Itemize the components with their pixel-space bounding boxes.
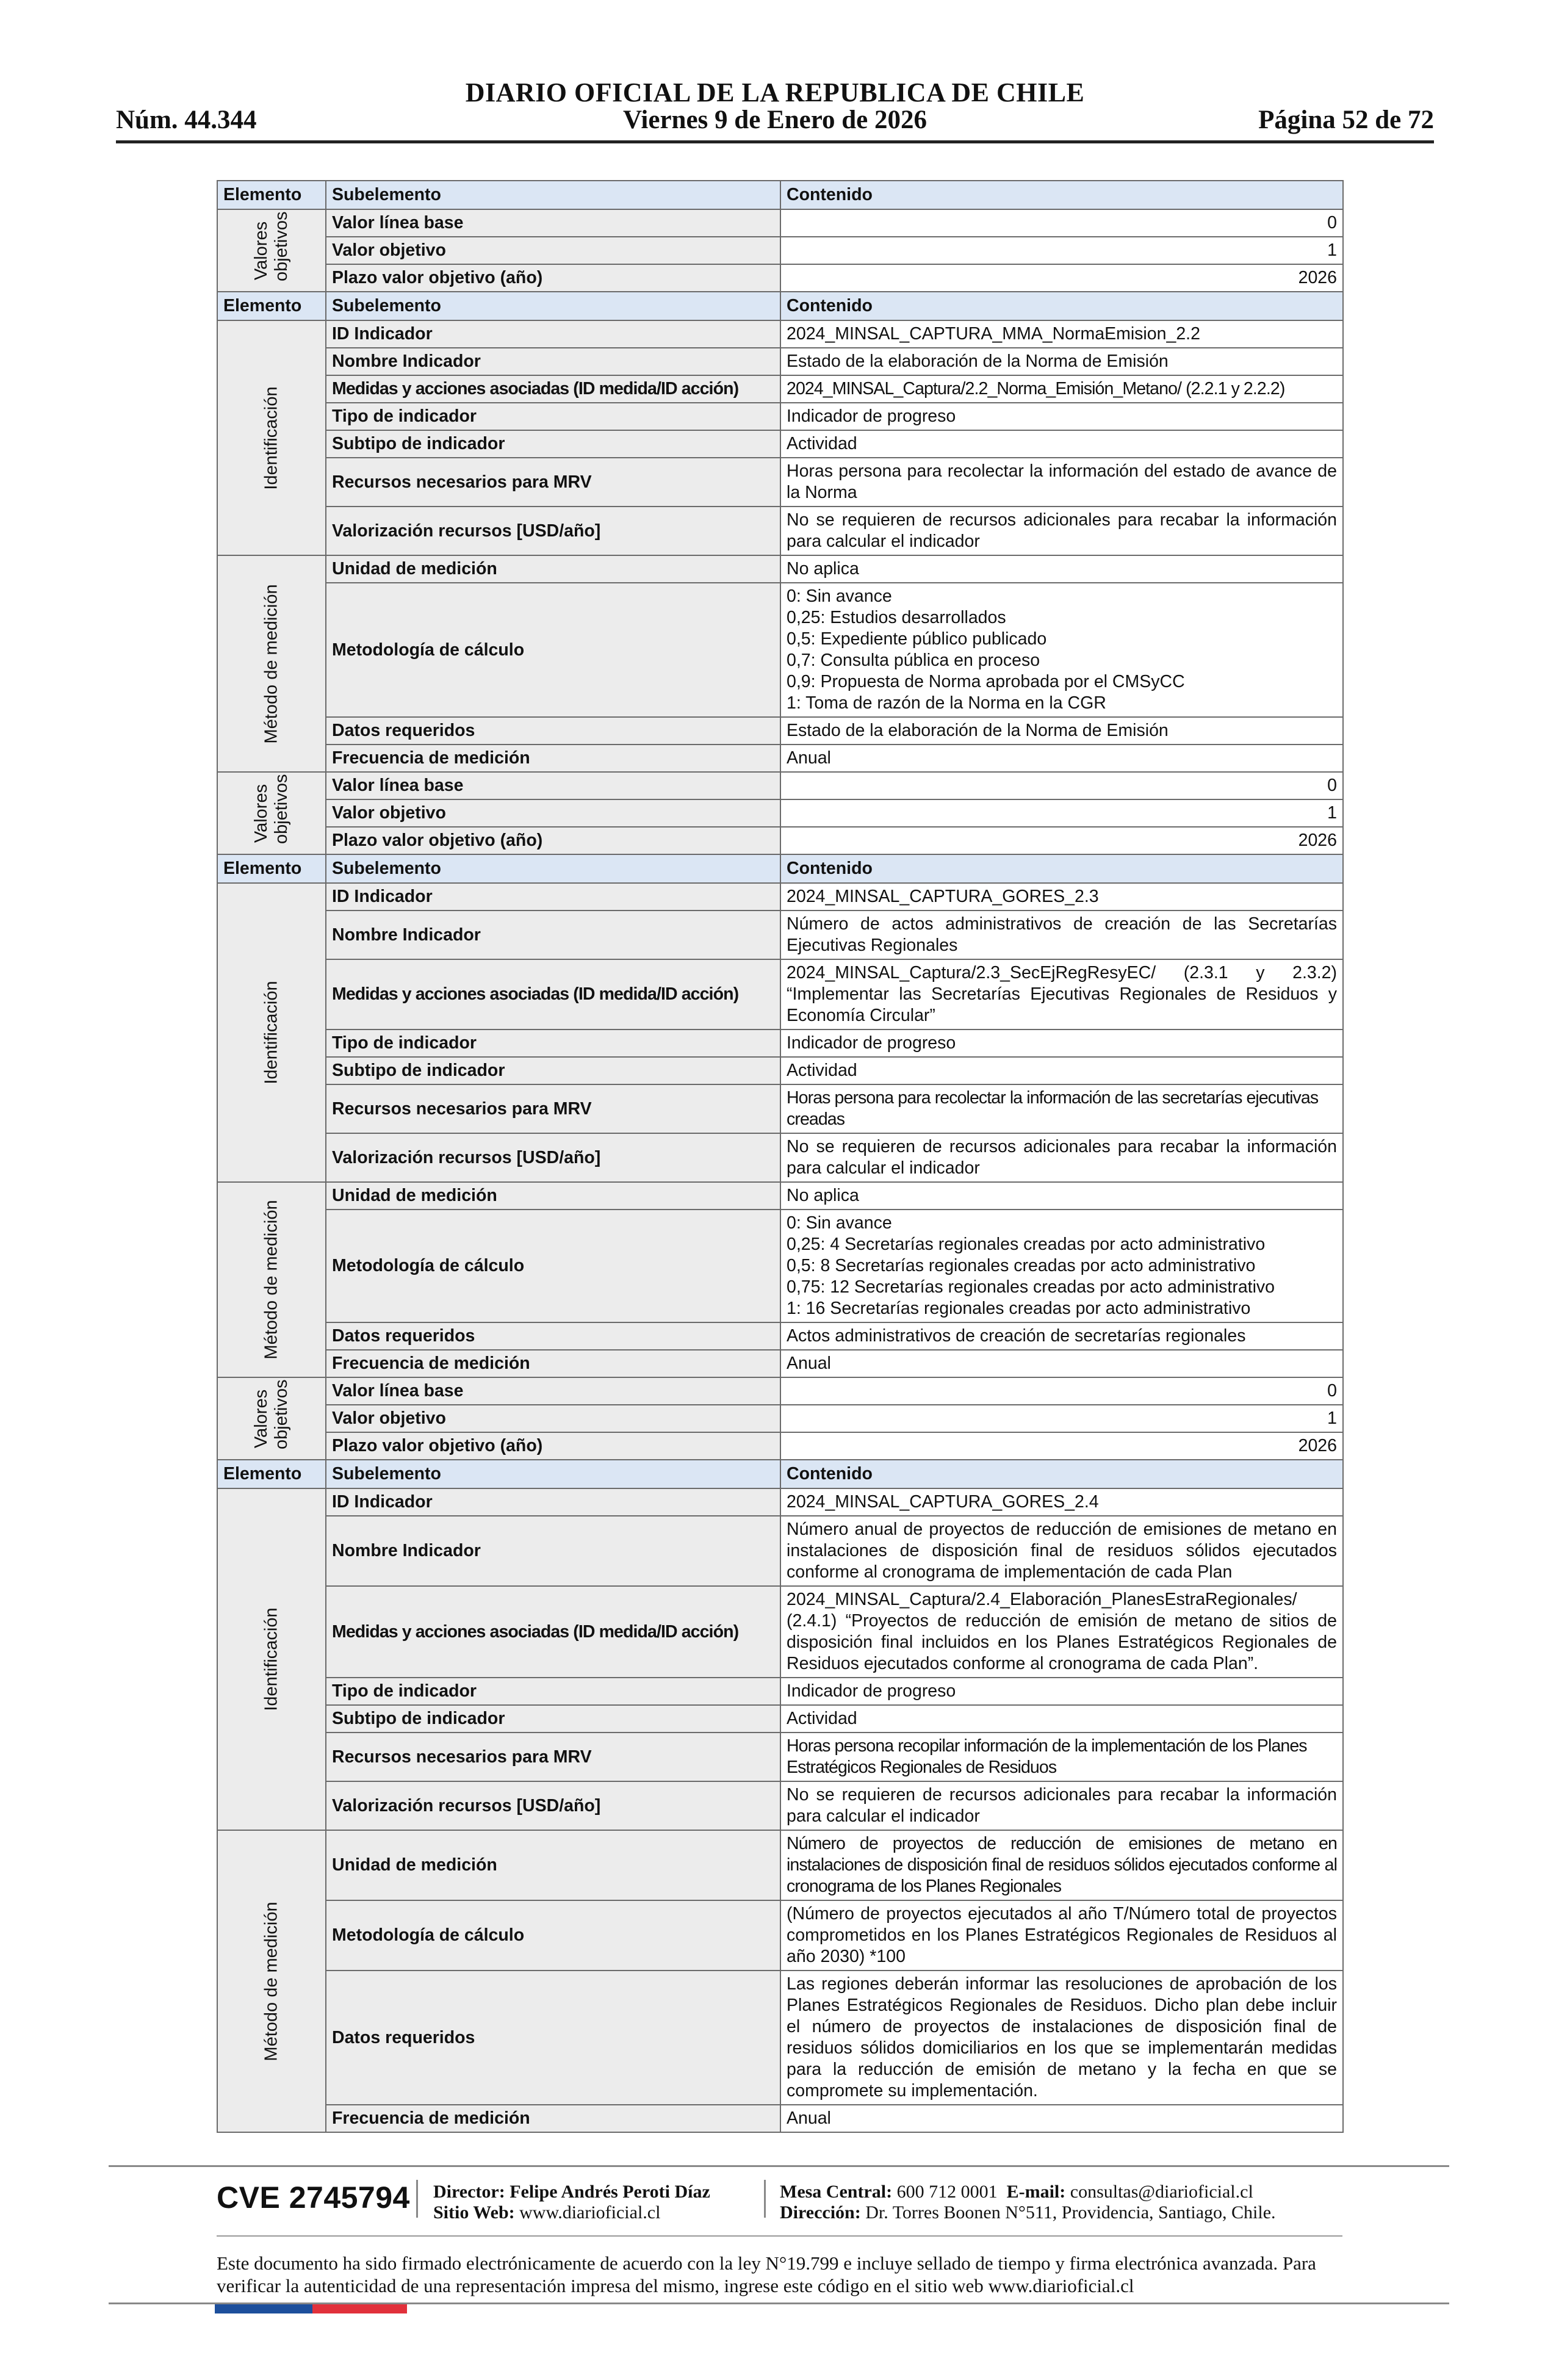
- footer-divider: [109, 2165, 1449, 2167]
- indicators-table: [217, 180, 1344, 2133]
- row-value: No aplica: [780, 1182, 1343, 1210]
- section-metodo-medicion: Método de medición: [217, 1830, 326, 2132]
- row-label: Plazo valor objetivo (año): [326, 827, 780, 854]
- table-row: [217, 1030, 1343, 1057]
- table-row: [217, 1900, 1343, 1971]
- row-value: Las regiones deberán informar las resoluciones de aprobación de los Planes Estratégicos Regionales de Residuos. Dicho plan debe incluir el número de proyectos de instalaciones de disposición final de residuos sólidos domiciliarios en los que se implementarán medidas para la reducción de emisión de metano y la fecha en que se compromete su implementación.: [780, 1971, 1343, 2105]
- methodology-item: 1: Toma de razón de la Norma en la CGR: [787, 693, 1106, 713]
- row-value: No se requieren de recursos adicionales para recabar la información para calcular el indicador: [780, 1781, 1343, 1830]
- row-label: Valor objetivo: [326, 799, 780, 827]
- section-valores-objetivos: Valores objetivos: [217, 209, 326, 292]
- table-row: [217, 2105, 1343, 2132]
- row-value: 0: [780, 1377, 1343, 1405]
- director-line: [433, 2182, 710, 2202]
- methodology-item: 0,7: Consulta pública en proceso: [787, 651, 1040, 670]
- page-header: [116, 73, 1434, 148]
- table-row: [217, 375, 1343, 403]
- row-label: Datos requeridos: [326, 1322, 780, 1350]
- table-row: [217, 1182, 1343, 1210]
- methodology-item: 1: 16 Secretarías regionales creadas por acto administrativo: [787, 1299, 1251, 1318]
- table-row: [217, 1405, 1343, 1432]
- methodology-item: 0: Sin avance: [787, 586, 892, 606]
- website-line: [433, 2202, 710, 2223]
- footer-director-block: [433, 2182, 710, 2223]
- row-label: Nombre Indicador: [326, 1516, 780, 1586]
- footer-contact-block: [780, 2182, 1276, 2223]
- table-row: [217, 583, 1343, 717]
- row-value: 1: [780, 799, 1343, 827]
- row-label: Frecuencia de medición: [326, 1350, 780, 1377]
- row-label: Valorización recursos [USD/año]: [326, 507, 780, 555]
- row-value: 2024_MINSAL_Captura/2.3_SecEjRegResyEC/ (2.3.1 y 2.3.2) “Implementar las Secretarías Ejecutivas Regionales de Residuos y Economía Circular”: [780, 959, 1343, 1030]
- email-label: E-mail:: [1006, 2182, 1066, 2202]
- methodology-item: 0,25: 4 Secretarías regionales creadas por acto administrativo: [787, 1235, 1266, 1254]
- row-value: Estado de la elaboración de la Norma de Emisión: [780, 717, 1343, 745]
- mesa-phone: 600 712 0001: [896, 2182, 998, 2202]
- header-subelemento: Subelemento: [326, 1460, 780, 1488]
- footer-separator: [764, 2180, 766, 2218]
- row-label: Valorización recursos [USD/año]: [326, 1133, 780, 1182]
- row-value: No aplica: [780, 555, 1343, 583]
- row-value: Número de actos administrativos de creación de las Secretarías Ejecutivas Regionales: [780, 911, 1343, 959]
- row-value: Anual: [780, 745, 1343, 772]
- header-contenido: Contenido: [780, 1460, 1343, 1488]
- row-value: Actividad: [780, 430, 1343, 458]
- website-link[interactable]: www.diarioficial.cl: [519, 2202, 661, 2223]
- row-label: Tipo de indicador: [326, 1678, 780, 1705]
- row-label: Medidas y acciones asociadas (ID medida/ID acción): [326, 959, 780, 1030]
- row-label: ID Indicador: [326, 883, 780, 911]
- row-label: Metodología de cálculo: [326, 583, 780, 717]
- row-label: Frecuencia de medición: [326, 2105, 780, 2132]
- row-value: 2024_MINSAL_Captura/2.4_Elaboración_PlanesEstraRegionales/ (2.4.1) “Proyectos de reducción de emisión de metano de sitios de disposición final incluidos en los Planes Estratégicos Regionales de Residuos ejecutados conforme al cronograma de cada Plan”.: [780, 1586, 1343, 1678]
- row-label: Frecuencia de medición: [326, 745, 780, 772]
- table-row: [217, 348, 1343, 375]
- table-row: [217, 458, 1343, 507]
- email-link[interactable]: consultas@diarioficial.cl: [1070, 2182, 1253, 2202]
- row-label: Valor objetivo: [326, 1405, 780, 1432]
- row-value: 2024_MINSAL_Captura/2.2_Norma_Emisión_Metano/ (2.2.1 y 2.2.2): [780, 375, 1343, 403]
- table-row: [217, 1432, 1343, 1460]
- table-row: [217, 320, 1343, 348]
- table-header-row: [217, 854, 1343, 883]
- methodology-item: 0,5: 8 Secretarías regionales creadas por acto administrativo: [787, 1256, 1256, 1275]
- issue-date: Viernes 9 de Enero de 2026: [622, 106, 927, 134]
- footer-divider: [217, 2235, 1342, 2237]
- table-row: [217, 1516, 1343, 1586]
- table-row: [217, 799, 1343, 827]
- indicators-table-wrapper: [217, 180, 1342, 2133]
- table-row: [217, 209, 1343, 237]
- section-valores-objetivos: Valores objetivos: [217, 772, 326, 854]
- address-value: Dr. Torres Boonen N°511, Providencia, Santiago, Chile.: [865, 2202, 1276, 2223]
- row-label: Subtipo de indicador: [326, 1705, 780, 1733]
- methodology-list: [780, 583, 1343, 717]
- flag-stripe-red: [312, 2304, 407, 2313]
- table-row: [217, 1586, 1343, 1678]
- row-value: Anual: [780, 2105, 1343, 2132]
- row-label: Recursos necesarios para MRV: [326, 458, 780, 507]
- row-value: 0: [780, 772, 1343, 799]
- row-value: Indicador de progreso: [780, 403, 1343, 430]
- row-label: ID Indicador: [326, 1488, 780, 1516]
- row-value: 2026: [780, 264, 1343, 292]
- table-row: [217, 1322, 1343, 1350]
- table-row: [217, 237, 1343, 264]
- table-row: [217, 883, 1343, 911]
- row-label: Recursos necesarios para MRV: [326, 1084, 780, 1133]
- row-label: Subtipo de indicador: [326, 1057, 780, 1084]
- row-value: 2026: [780, 827, 1343, 854]
- table-row: [217, 911, 1343, 959]
- row-value: Anual: [780, 1350, 1343, 1377]
- header-contenido: Contenido: [780, 854, 1343, 883]
- cve-code: CVE 2745794: [217, 2180, 410, 2215]
- row-label: Subtipo de indicador: [326, 430, 780, 458]
- row-label: Recursos necesarios para MRV: [326, 1733, 780, 1781]
- row-label: Valor línea base: [326, 772, 780, 799]
- row-label: Valor línea base: [326, 1377, 780, 1405]
- header-elemento: Elemento: [217, 1460, 326, 1488]
- header-elemento: Elemento: [217, 854, 326, 883]
- row-label: Valor objetivo: [326, 237, 780, 264]
- row-label: Valor línea base: [326, 209, 780, 237]
- section-identificacion: Identificación: [217, 1488, 326, 1830]
- row-label: Unidad de medición: [326, 1830, 780, 1900]
- table-row: [217, 1350, 1343, 1377]
- website-label: Sitio Web:: [433, 2202, 515, 2223]
- header-elemento: Elemento: [217, 181, 326, 209]
- row-label: Datos requeridos: [326, 1971, 780, 2105]
- table-row: [217, 1084, 1343, 1133]
- section-metodo-medicion: Método de medición: [217, 555, 326, 772]
- row-label: Unidad de medición: [326, 555, 780, 583]
- row-label: Medidas y acciones asociadas (ID medida/ID acción): [326, 375, 780, 403]
- row-label: Nombre Indicador: [326, 348, 780, 375]
- methodology-item: 0,5: Expediente público publicado: [787, 629, 1047, 649]
- row-label: Tipo de indicador: [326, 403, 780, 430]
- row-value: Estado de la elaboración de la Norma de Emisión: [780, 348, 1343, 375]
- header-subelemento: Subelemento: [326, 292, 780, 320]
- row-label: Nombre Indicador: [326, 911, 780, 959]
- table-row: [217, 827, 1343, 854]
- section-valores-objetivos: Valores objetivos: [217, 1377, 326, 1460]
- methodology-list: [780, 1210, 1343, 1322]
- section-identificacion: Identificación: [217, 883, 326, 1182]
- table-row: [217, 1830, 1343, 1900]
- address-label: Dirección:: [780, 2202, 861, 2223]
- section-metodo-medicion: Método de medición: [217, 1182, 326, 1377]
- row-value: (Número de proyectos ejecutados al año T/Número total de proyectos comprometidos en los Planes Estratégicos Regionales de Residuos al año 2030) *100: [780, 1900, 1343, 1971]
- row-label: ID Indicador: [326, 320, 780, 348]
- table-row: [217, 1488, 1343, 1516]
- address-line: [780, 2202, 1276, 2223]
- row-value: Indicador de progreso: [780, 1030, 1343, 1057]
- header-contenido: Contenido: [780, 181, 1343, 209]
- row-value: 2024_MINSAL_CAPTURA_GORES_2.3: [780, 883, 1343, 911]
- footer-separator: [416, 2180, 418, 2218]
- table-row: [217, 1971, 1343, 2105]
- row-value: 2024_MINSAL_CAPTURA_MMA_NormaEmision_2.2: [780, 320, 1343, 348]
- header-elemento: Elemento: [217, 292, 326, 320]
- row-value: No se requieren de recursos adicionales para recabar la información para calcular el indicador: [780, 507, 1343, 555]
- row-value: 1: [780, 237, 1343, 264]
- mesa-label: Mesa Central:: [780, 2182, 893, 2202]
- table-row: [217, 1057, 1343, 1084]
- methodology-item: 0,25: Estudios desarrollados: [787, 608, 1006, 627]
- table-row: [217, 430, 1343, 458]
- row-label: Medidas y acciones asociadas (ID medida/ID acción): [326, 1586, 780, 1678]
- table-header-row: [217, 181, 1343, 209]
- director-label: Director:: [433, 2182, 505, 2202]
- table-row: [217, 772, 1343, 799]
- row-value: 2026: [780, 1432, 1343, 1460]
- section-identificacion: Identificación: [217, 320, 326, 555]
- row-value: Actos administrativos de creación de secretarías regionales: [780, 1322, 1343, 1350]
- table-row: [217, 1210, 1343, 1322]
- table-row: [217, 1733, 1343, 1781]
- row-value: Horas persona recopilar información de la implementación de los Planes Estratégicos Regionales de Residuos: [780, 1733, 1343, 1781]
- row-value: Actividad: [780, 1705, 1343, 1733]
- table-row: [217, 1678, 1343, 1705]
- page-number: Página 52 de 72: [1258, 106, 1434, 134]
- header-contenido: Contenido: [780, 292, 1343, 320]
- table-row: [217, 1705, 1343, 1733]
- newspaper-title: DIARIO OFICIAL DE LA REPUBLICA DE CHILE: [465, 78, 1085, 107]
- table-row: [217, 507, 1343, 555]
- row-value: No se requieren de recursos adicionales para recabar la información para calcular el indicador: [780, 1133, 1343, 1182]
- row-label: Datos requeridos: [326, 717, 780, 745]
- row-value: Actividad: [780, 1057, 1343, 1084]
- header-subelemento: Subelemento: [326, 854, 780, 883]
- row-label: Metodología de cálculo: [326, 1210, 780, 1322]
- row-label: Valorización recursos [USD/año]: [326, 1781, 780, 1830]
- row-value: Horas persona para recolectar la información del estado de avance de la Norma: [780, 458, 1343, 507]
- row-label: Plazo valor objetivo (año): [326, 1432, 780, 1460]
- row-value: 0: [780, 209, 1343, 237]
- row-value: Número de proyectos de reducción de emisiones de metano en instalaciones de disposición final de residuos sólidos ejecutados conforme al cronograma de los Planes Regionales: [780, 1830, 1343, 1900]
- header-subelemento: Subelemento: [326, 181, 780, 209]
- row-label: Unidad de medición: [326, 1182, 780, 1210]
- table-row: [217, 959, 1343, 1030]
- table-row: [217, 1133, 1343, 1182]
- row-value: Número anual de proyectos de reducción de emisiones de metano en instalaciones de disposición final de residuos sólidos ejecutados conforme al cronograma de implementación de cada Plan: [780, 1516, 1343, 1586]
- table-row: [217, 555, 1343, 583]
- table-row: [217, 403, 1343, 430]
- issue-number: Núm. 44.344: [116, 106, 257, 134]
- methodology-item: 0,9: Propuesta de Norma aprobada por el CMSyCC: [787, 672, 1185, 691]
- table-row: [217, 1781, 1343, 1830]
- table-header-row: [217, 292, 1343, 320]
- row-value: Horas persona para recolectar la información de las secretarías ejecutivas creadas: [780, 1084, 1343, 1133]
- row-label: Plazo valor objetivo (año): [326, 264, 780, 292]
- row-value: 2024_MINSAL_CAPTURA_GORES_2.4: [780, 1488, 1343, 1516]
- methodology-item: 0: Sin avance: [787, 1213, 892, 1233]
- row-value: Indicador de progreso: [780, 1678, 1343, 1705]
- header-divider: [116, 140, 1434, 143]
- legal-notice: Este documento ha sido firmado electrónicamente de acuerdo con la ley N°19.799 e incluye sellado de tiempo y firma electrónica avanzada. Para verificar la autenticidad de una representación impresa del mismo, ingrese este código en el sitio web www.diarioficial.cl: [217, 2252, 1316, 2296]
- table-row: [217, 717, 1343, 745]
- director-name: Felipe Andrés Peroti Díaz: [510, 2182, 710, 2202]
- table-row: [217, 745, 1343, 772]
- table-row: [217, 264, 1343, 292]
- flag-stripe-blue: [215, 2304, 312, 2313]
- table-header-row: [217, 1460, 1343, 1488]
- row-value: 1: [780, 1405, 1343, 1432]
- table-row: [217, 1377, 1343, 1405]
- row-label: Metodología de cálculo: [326, 1900, 780, 1971]
- row-label: Tipo de indicador: [326, 1030, 780, 1057]
- methodology-item: 0,75: 12 Secretarías regionales creadas por acto administrativo: [787, 1277, 1275, 1297]
- phone-email-line: [780, 2182, 1276, 2202]
